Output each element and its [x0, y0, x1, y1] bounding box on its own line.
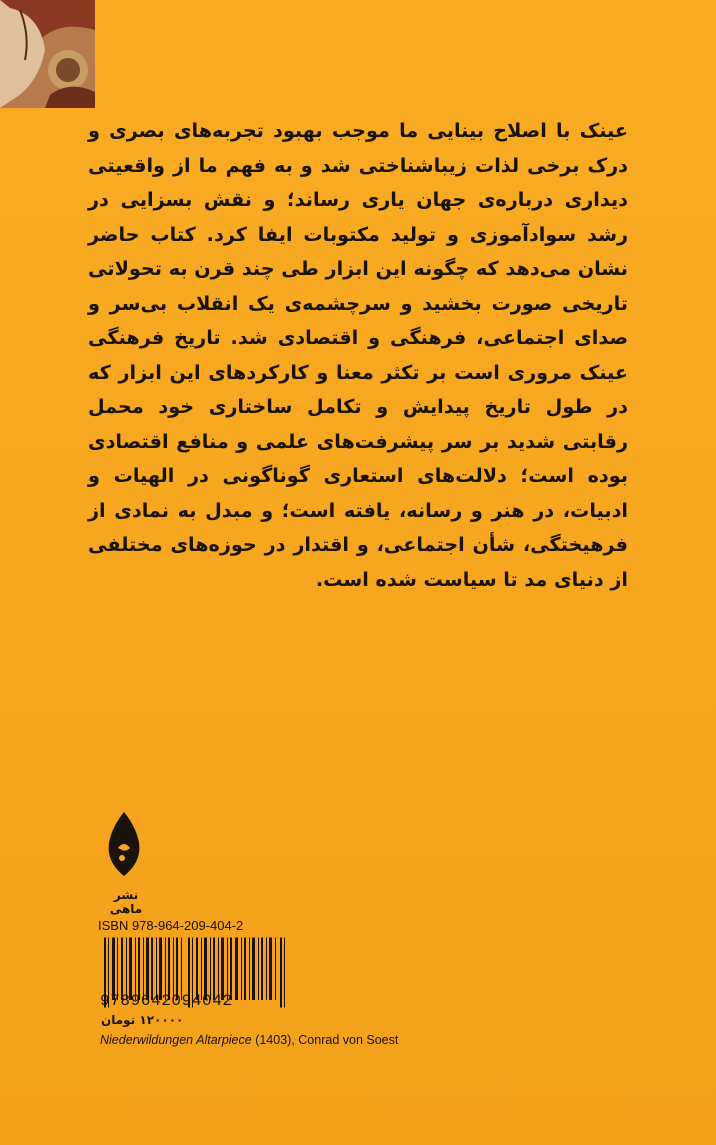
back-cover-blurb: عینک با اصلاح بینایی ما موجب بهبود تجربه‌های بصری و درک برخی لذات زیباشناختی شد و به فهم ما از واقعیتی دیداری درباره‌ی جهان یاری رساند؛ و نقش بسزایی در رشد سوادآموزی و تولید مکتوبات ایفا کرد. کتاب حاضر نشان می‌دهد که چگونه این ابزار طی چند قرن به تحولاتی تاریخی صورت بخشید و سرچشمه‌ی یک انقلاب بی‌سر و صدای اجتماعی، فرهنگی و اقتصادی شد. تاریخ فرهنگی عینک مروری است بر تکثر معنا و کارکردهای این ابزار که در طول تاریخ پیدایش و تکامل ساختاری خود محمل رقابتی شدید بر سر پیشرفت‌های علمی و منافع اقتصادی بوده است؛ دلالت‌های استعاری گوناگونی در الهیات و ادبیات، در هنر و رسانه، یافته است؛ و مبدل به نمادی از فرهیختگی، شأن اجتماعی، و اقتدار در حوزه‌های مختلفی از دنیای مد تا سیاست شده است.	[88, 119, 628, 591]
artist-name: Conrad von Soest	[298, 1033, 399, 1047]
publisher-logo-icon	[104, 810, 144, 880]
publisher-name: نشر ماهی	[109, 888, 143, 916]
cover-image-caption	[100, 1033, 398, 1047]
isbn-number: ISBN 978-964-209-404-2	[98, 918, 244, 933]
painting-detail-image	[0, 0, 95, 108]
price: ۱۲۰۰۰۰ تومان	[101, 1013, 184, 1027]
artwork-year: (1403),	[251, 1033, 299, 1047]
artwork-title: Niederwildungen Altarpiece	[100, 1033, 252, 1047]
barcode-digits: 9789642094042	[100, 992, 233, 1010]
